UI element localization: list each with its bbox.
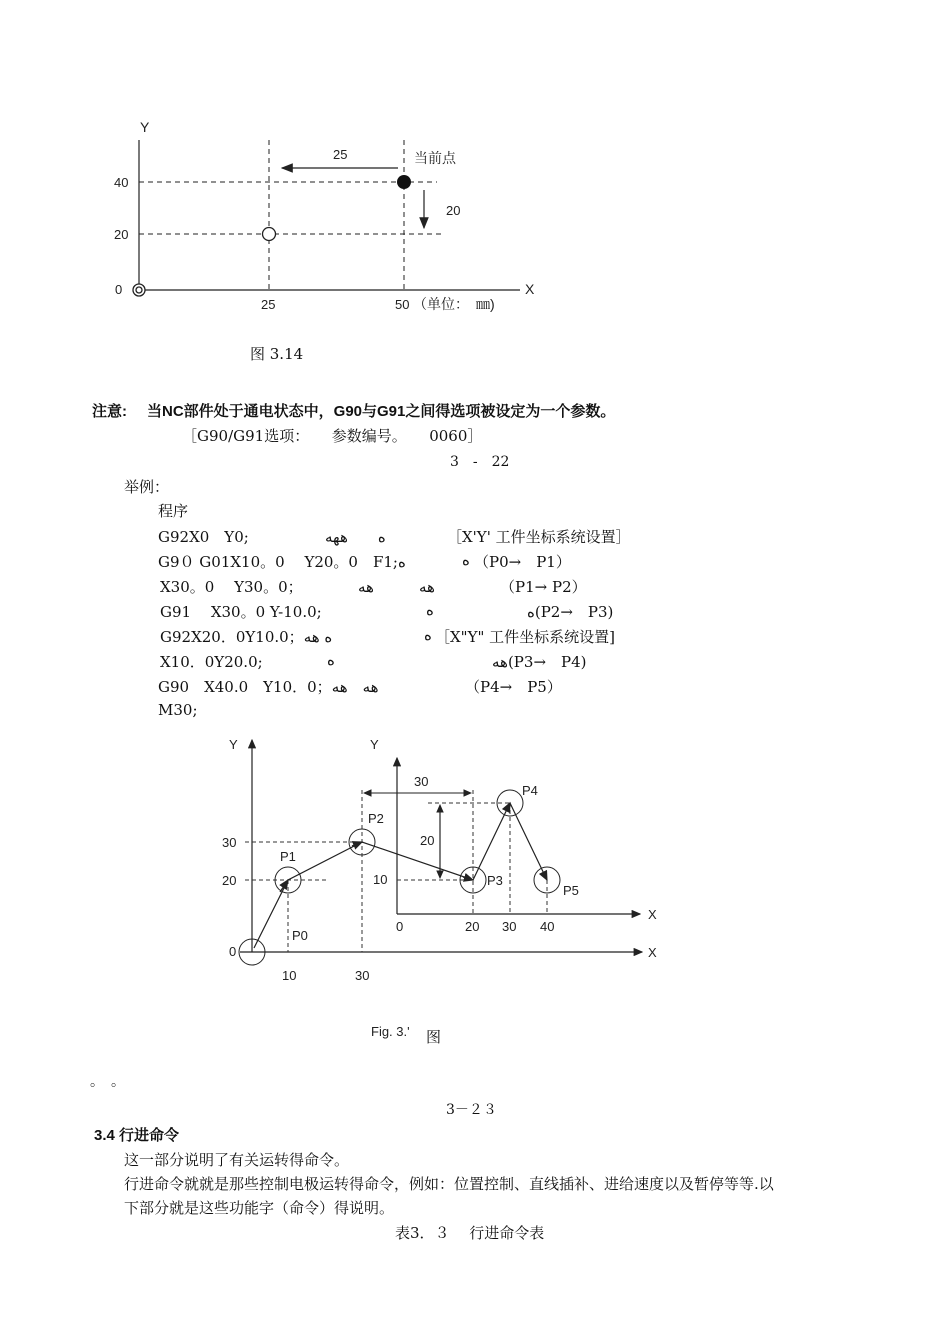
fig2-x1-label: X <box>648 945 657 960</box>
fig2-tick2-20: 20 <box>465 919 480 934</box>
fig2-tick-30: 30 <box>222 835 237 850</box>
section-paragraph-2b: 下部分就是这些功能字（命令）得说明。 <box>124 1199 395 1217</box>
code-comment: ［X"Y" 工件坐标系统设置] <box>435 628 616 646</box>
fig2-tick-0: 0 <box>229 944 237 959</box>
note-option-line: ［G90/G91选项： 参数编号。 0060］ <box>182 427 483 445</box>
example-label: 举例： <box>124 478 170 496</box>
fig2-p1: P1 <box>280 849 296 864</box>
code-comment: （P0→ P1） <box>474 553 571 571</box>
fig2-dim-30: 30 <box>414 774 429 789</box>
code-marks: ه <box>424 626 432 644</box>
fig2-tick-x10: 10 <box>282 968 297 983</box>
code-line: G9０ G01X10。0 Y20。0 F1;ه <box>158 553 406 571</box>
fig2-p0: P0 <box>292 928 308 943</box>
fig2-tick2-40: 40 <box>540 919 555 934</box>
figure-3-15 <box>222 737 657 1039</box>
fig1-tick-x50: 50 <box>395 297 410 312</box>
fig2-p3: P3 <box>487 873 503 888</box>
fig2-tick-20: 20 <box>222 873 237 888</box>
fig2-y1-label: Y <box>229 737 238 752</box>
figure-caption-3-14: 图 3.14 <box>250 345 304 363</box>
fig2-caption-fig: Fig. 3.' <box>371 1024 410 1039</box>
figure-caption-cn: 图 <box>426 1028 442 1046</box>
code-line: X30。0 Y30。0； <box>160 578 303 596</box>
fig1-dim-20: 20 <box>446 203 461 218</box>
code-line: G92X0 Y0; <box>158 528 249 546</box>
target-point-marker <box>263 228 276 241</box>
fig1-tick-x25: 25 <box>261 297 276 312</box>
code-comment: هه(P3→ P4) <box>492 653 587 671</box>
fig1-dim-25: 25 <box>333 147 348 162</box>
code-line: M30; <box>158 701 198 719</box>
code-marks: ه <box>462 551 470 569</box>
fig2-tick-x30: 30 <box>355 968 370 983</box>
fig1-tick-40: 40 <box>114 175 129 190</box>
code-line: X10．0Y20.0; <box>160 653 263 671</box>
page-number-23: 3－２３ <box>446 1102 497 1118</box>
stray-dots: 。 。 <box>90 1074 125 1090</box>
fig2-y2-label: Y <box>370 737 379 752</box>
code-comment: （P4→ P5） <box>465 678 562 696</box>
current-point-marker <box>397 175 411 189</box>
fig2-tick-10: 10 <box>373 872 388 887</box>
fig1-x-label: X <box>525 281 535 297</box>
code-line: G92X20．0Y10.0；ه هه <box>160 628 333 646</box>
fig2-p2: P2 <box>368 811 384 826</box>
fig1-tick-20: 20 <box>114 227 129 242</box>
section-paragraph-1: 这一部分说明了有关运转得命令。 <box>124 1151 350 1169</box>
fig1-unit: （单位： ㎜) <box>413 296 495 312</box>
code-marks: ه ههه <box>325 528 386 546</box>
table-caption: 表3．３ 行进命令表 <box>395 1224 545 1242</box>
section-title: 3.4 行进命令 <box>94 1127 180 1144</box>
code-line: G91 X30。0 Y-10.0; <box>160 603 322 621</box>
fig1-current-point-label: 当前点 <box>414 150 456 166</box>
program-label: 程序 <box>158 502 189 520</box>
code-marks: ه <box>426 601 434 619</box>
code-marks: هه هه <box>358 578 435 596</box>
fig2-dim-20: 20 <box>420 833 435 848</box>
fig1-y-label: Y <box>140 119 150 135</box>
code-comment: （P1→ P2） <box>500 578 587 596</box>
fig2-tick2-30: 30 <box>502 919 517 934</box>
code-marks: ه <box>327 651 335 669</box>
fig2-x2-label: X <box>648 907 657 922</box>
fig2-tick2-0: 0 <box>396 919 404 934</box>
fig2-p5: P5 <box>563 883 579 898</box>
code-comment: ［X'Y' 工件坐标系统设置］ <box>447 528 631 546</box>
code-comment: ه(P2→ P3) <box>527 603 614 621</box>
page-number-22: 3 - 22 <box>450 454 510 470</box>
section-paragraph-2a: 行进命令就就是那些控制电极运转得命令，例如：位置控制、直线插补、进给速度以及暂停等等.以 <box>124 1175 774 1193</box>
note-label: 注意: <box>92 403 127 420</box>
code-line: G90 X40.0 Y10．0；هه هه <box>158 678 379 696</box>
fig2-p4: P4 <box>522 783 538 798</box>
fig1-tick-0: 0 <box>115 282 123 297</box>
note-text: 当NC部件处于通电状态中，G90与G91之间得选项被设定为一个参数。 <box>147 403 616 420</box>
